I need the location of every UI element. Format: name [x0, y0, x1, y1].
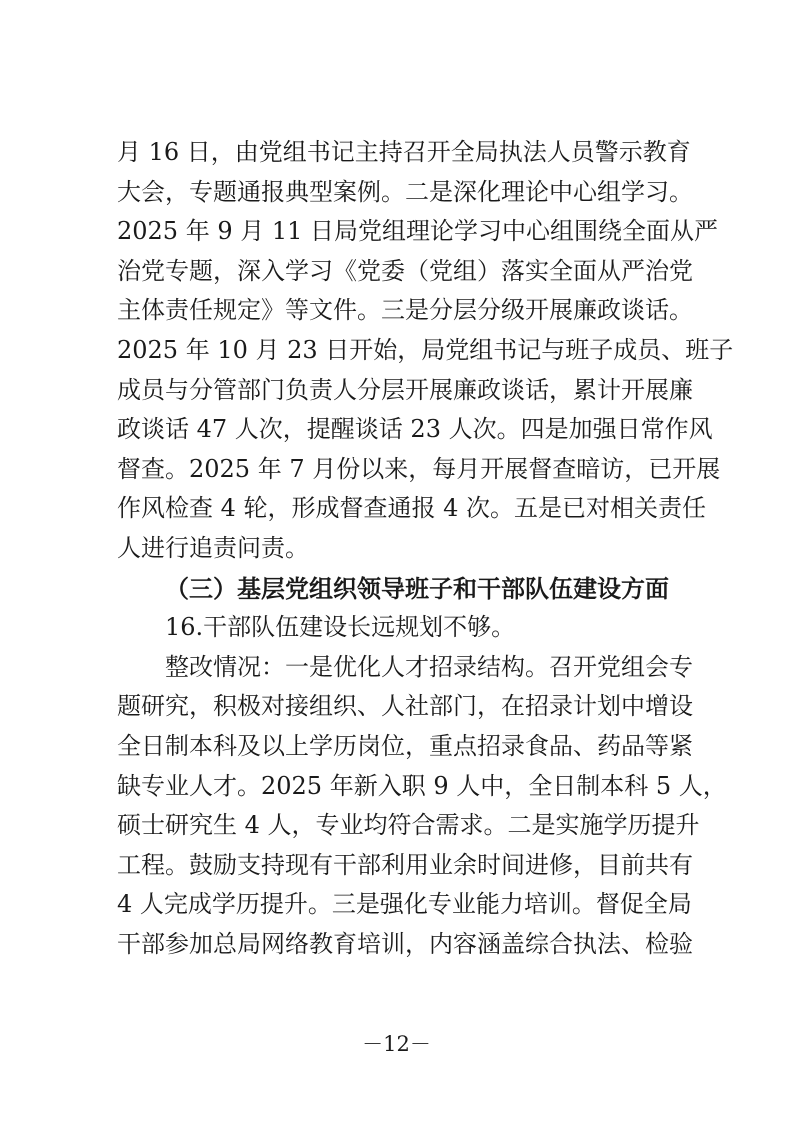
text-line: 干部参加总局网络教育培训，内容涵盖综合执法、检验: [117, 929, 693, 958]
text-line: 治党专题，深入学习《党委（党组）落实全面从严治党: [117, 256, 693, 285]
text-line: 政谈话 47 人次，提醒谈话 23 人次。四是加强日常作风: [117, 415, 713, 444]
text-line: 成员与分管部门负责人分层开展廉政谈话，累计开展廉: [117, 375, 693, 404]
text-line: 作风检查 4 轮，形成督查通报 4 次。五是已对相关责任: [117, 494, 707, 523]
text-line: 月 16 日，由党组书记主持召开全局执法人员警示教育: [117, 138, 691, 166]
page-number: －12－: [362, 1032, 431, 1056]
paragraph-start-line: 整改情况：一是优化人才招录结构。召开党组会专: [165, 652, 693, 681]
section-heading: （三）基层党组织领导班子和干部队伍建设方面: [165, 573, 669, 603]
item-title: 16.干部队伍建设长远规划不够。: [165, 613, 516, 642]
text-line: 题研究，积极对接组织、人社部门，在招录计划中增设: [117, 692, 693, 721]
text-line: 工程。鼓励支持现有干部利用业余时间进修，目前共有: [117, 850, 693, 879]
text-line: 缺专业人才。2025 年新入职 9 人中，全日制本科 5 人，: [117, 771, 727, 800]
text-line: 大会，专题通报典型案例。二是深化理论中心组学习。: [117, 177, 693, 206]
text-line: 主体责任规定》等文件。三是分层分级开展廉政谈话。: [117, 296, 693, 325]
text-line: 2025 年 10 月 23 日开始，局党组书记与班子成员、班子: [117, 335, 734, 364]
text-line: 督查。2025 年 7 月份以来，每月开展督查暗访，已开展: [117, 454, 721, 483]
paragraph-end-line: 人进行追责问责。: [117, 533, 309, 562]
text-line: 全日制本科及以上学历岗位，重点招录食品、药品等紧: [117, 731, 693, 760]
text-line: 硕士研究生 4 人，专业均符合需求。二是实施学历提升: [117, 811, 700, 840]
document-body: [117, 133, 734, 964]
text-line: 2025 年 9 月 11 日局党组理论学习中心组围绕全面从严: [117, 217, 719, 246]
text-line: 4 人完成学历提升。三是强化专业能力培训。督促全局: [117, 890, 692, 919]
